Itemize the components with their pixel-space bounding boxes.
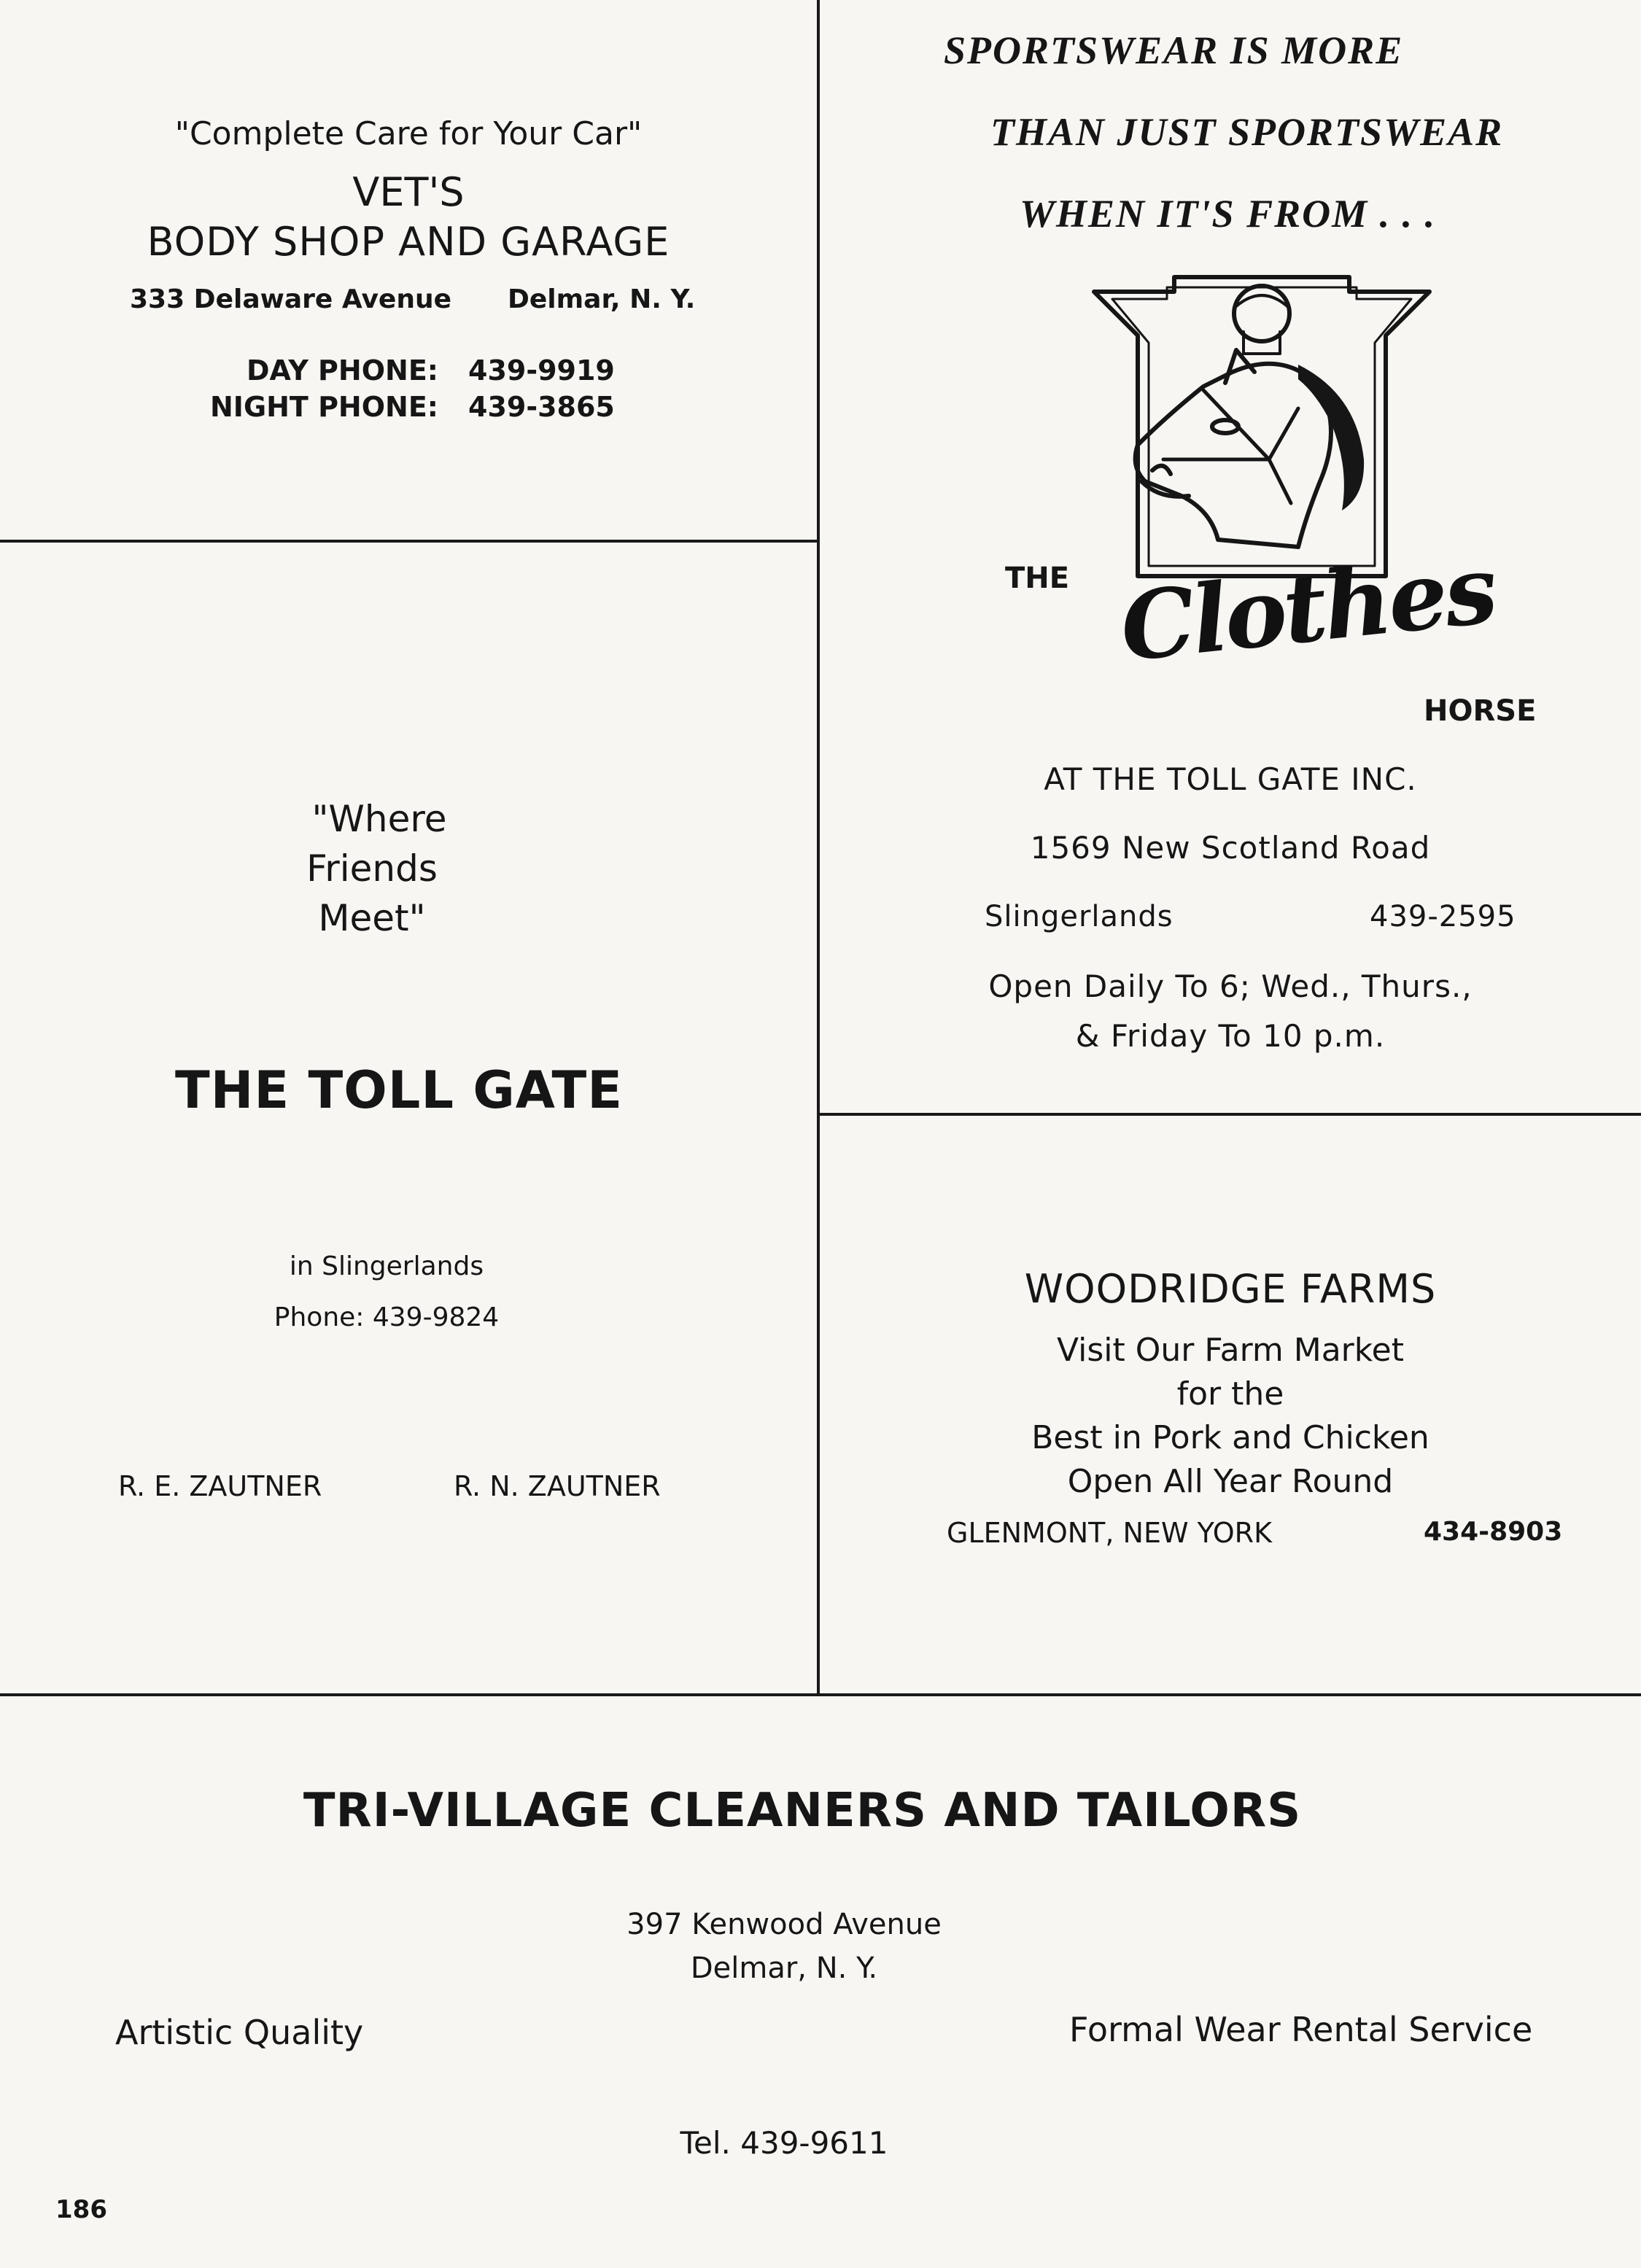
vets-city: Delmar, N. Y. bbox=[508, 284, 696, 314]
vets-address: 333 Delaware Avenue bbox=[130, 284, 451, 314]
vets-night-phone: 439-3865 bbox=[468, 391, 615, 423]
woodridge-location: GLENMONT, NEW YORK bbox=[947, 1517, 1272, 1549]
toll-gate-owner1: R. E. ZAUTNER bbox=[118, 1470, 322, 1502]
vets-day-phone: 439-9919 bbox=[468, 354, 615, 387]
tri-village-city: Delmar, N. Y. bbox=[690, 1952, 878, 1985]
toll-gate-phone: Phone: 439-9824 bbox=[274, 1302, 500, 1332]
vets-night-label: NIGHT PHONE: bbox=[210, 391, 438, 423]
clothes-horse-address: 1569 New Scotland Road bbox=[1030, 830, 1431, 866]
vets-name-line2: BODY SHOP AND GARAGE bbox=[147, 219, 670, 265]
woodridge-line4: Open All Year Round bbox=[1067, 1463, 1394, 1500]
clothes-horse-location: AT THE TOLL GATE INC. bbox=[1044, 761, 1417, 797]
woodridge-line2: for the bbox=[1176, 1375, 1284, 1413]
tri-village-left-tag: Artistic Quality bbox=[115, 2013, 364, 2052]
tri-village-name: TRI-VILLAGE CLEANERS AND TAILORS bbox=[303, 1784, 1302, 1838]
toll-gate-slogan-line2: Friends bbox=[306, 847, 438, 890]
clothes-horse-logo-horse: HORSE bbox=[1424, 694, 1537, 728]
vets-name-line1: VET'S bbox=[352, 169, 465, 215]
page-number: 186 bbox=[55, 2195, 107, 2224]
vets-day-label: DAY PHONE: bbox=[247, 354, 438, 387]
tri-village-top-rule bbox=[0, 1693, 1641, 1696]
clothes-horse-headline2: THAN JUST SPORTSWEAR bbox=[990, 110, 1504, 154]
horse-head-icon bbox=[1094, 277, 1429, 576]
toll-gate-owner2: R. N. ZAUTNER bbox=[454, 1470, 661, 1502]
tri-village-phone: Tel. 439-9611 bbox=[680, 2125, 888, 2161]
clothes-horse-headline1: SPORTSWEAR IS MORE bbox=[944, 28, 1404, 72]
clothes-horse-city: Slingerlands bbox=[985, 900, 1173, 933]
toll-gate-slogan-line3: Meet" bbox=[318, 897, 426, 939]
tri-village-address: 397 Kenwood Avenue bbox=[626, 1908, 942, 1941]
clothes-horse-logo-the: THE bbox=[1005, 562, 1070, 595]
vets-bottom-rule bbox=[0, 540, 818, 543]
woodridge-phone: 434-8903 bbox=[1424, 1517, 1563, 1547]
woodridge-line1: Visit Our Farm Market bbox=[1057, 1332, 1404, 1369]
toll-gate-name: THE TOLL GATE bbox=[175, 1060, 624, 1120]
clothes-horse-logo-script: Clothes bbox=[1115, 535, 1500, 683]
clothes-horse-headline3: WHEN IT'S FROM . . . bbox=[1020, 192, 1437, 236]
woodridge-name: WOODRIDGE FARMS bbox=[1024, 1266, 1437, 1312]
tri-village-right-tag: Formal Wear Rental Service bbox=[1069, 2010, 1533, 2049]
clothes-horse-bottom-rule bbox=[820, 1113, 1641, 1116]
toll-gate-location: in Slingerlands bbox=[289, 1251, 484, 1281]
clothes-horse-hours1: Open Daily To 6; Wed., Thurs., bbox=[988, 968, 1473, 1004]
woodridge-line3: Best in Pork and Chicken bbox=[1031, 1419, 1429, 1456]
clothes-horse-hours2: & Friday To 10 p.m. bbox=[1075, 1018, 1386, 1054]
vets-slogan: "Complete Care for Your Car" bbox=[174, 115, 643, 152]
toll-gate-slogan-line1: "Where bbox=[311, 798, 447, 840]
clothes-horse-phone: 439-2595 bbox=[1370, 900, 1516, 933]
